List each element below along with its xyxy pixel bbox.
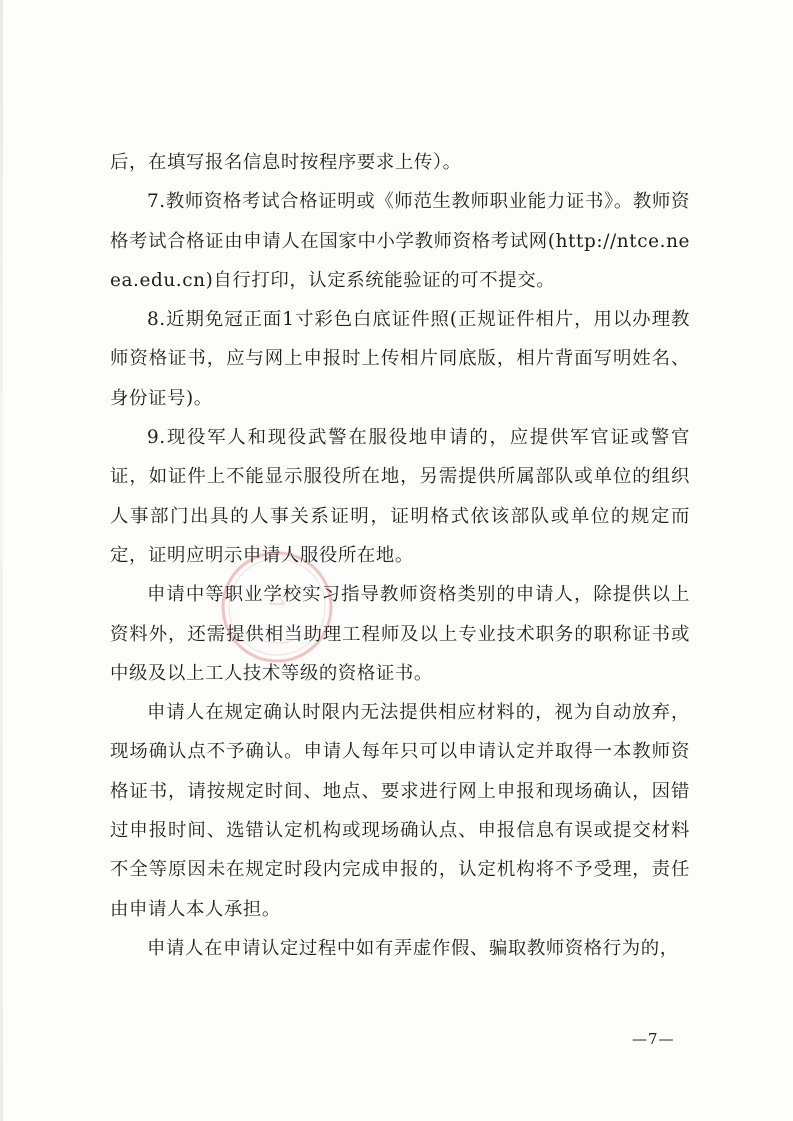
body-text <box>110 143 690 968</box>
page-number: —7— <box>632 1030 675 1048</box>
scan-edge <box>0 0 3 1121</box>
paragraph-item-8: 8.近期免冠正面1寸彩色白底证件照(正规证件相片，用以办理教师资格证书，应与网上申报时上传相片同底版，相片背面写明姓名、身份证号)。 <box>110 309 690 409</box>
paragraph-item-7: 7.教师资格考试合格证明或《师范生教师职业能力证书》。教师资格考试合格证由申请人在国家中小学教师资格考试网(http://ntce.neea.edu.cn)自行打印，认定系统能验证的可不提交。 <box>110 191 690 291</box>
paragraph-fraud: 申请人在申请认定过程中如有弄虚作假、骗取教师资格行为的， <box>147 937 679 959</box>
paragraph-item-9: 9.现役军人和现役武警在服役地申请的，应提供军官证或警官证，如证件上不能显示服役所在地，另需提供所属部队或单位的组织人事部门出具的人事关系证明，证明格式依该部队或单位的规定而定，证明应明示申请人服役所在地。 <box>110 427 690 566</box>
paragraph-vocational: 申请中等职业学校实习指导教师资格类别的申请人，除提供以上资料外，还需提供相当助理工程师及以上专业技术职务的职称证书或中级及以上工人技术等级的资格证书。 <box>110 584 690 684</box>
paragraph-deadline: 申请人在规定确认时限内无法提供相应材料的，视为自动放弃，现场确认点不予确认。申请人每年只可以申请认定并取得一本教师资格证书，请按规定时间、地点、要求进行网上申报和现场确认，因错过申报时间、选错认定机构或现场确认点、申报信息有误或提交材料不全等原因未在规定时段内完成申报的，认定机构将不予受理，责任由申请人本人承担。 <box>110 702 690 920</box>
paragraph-continuation: 后，在填写报名信息时按程序要求上传）。 <box>110 152 462 173</box>
